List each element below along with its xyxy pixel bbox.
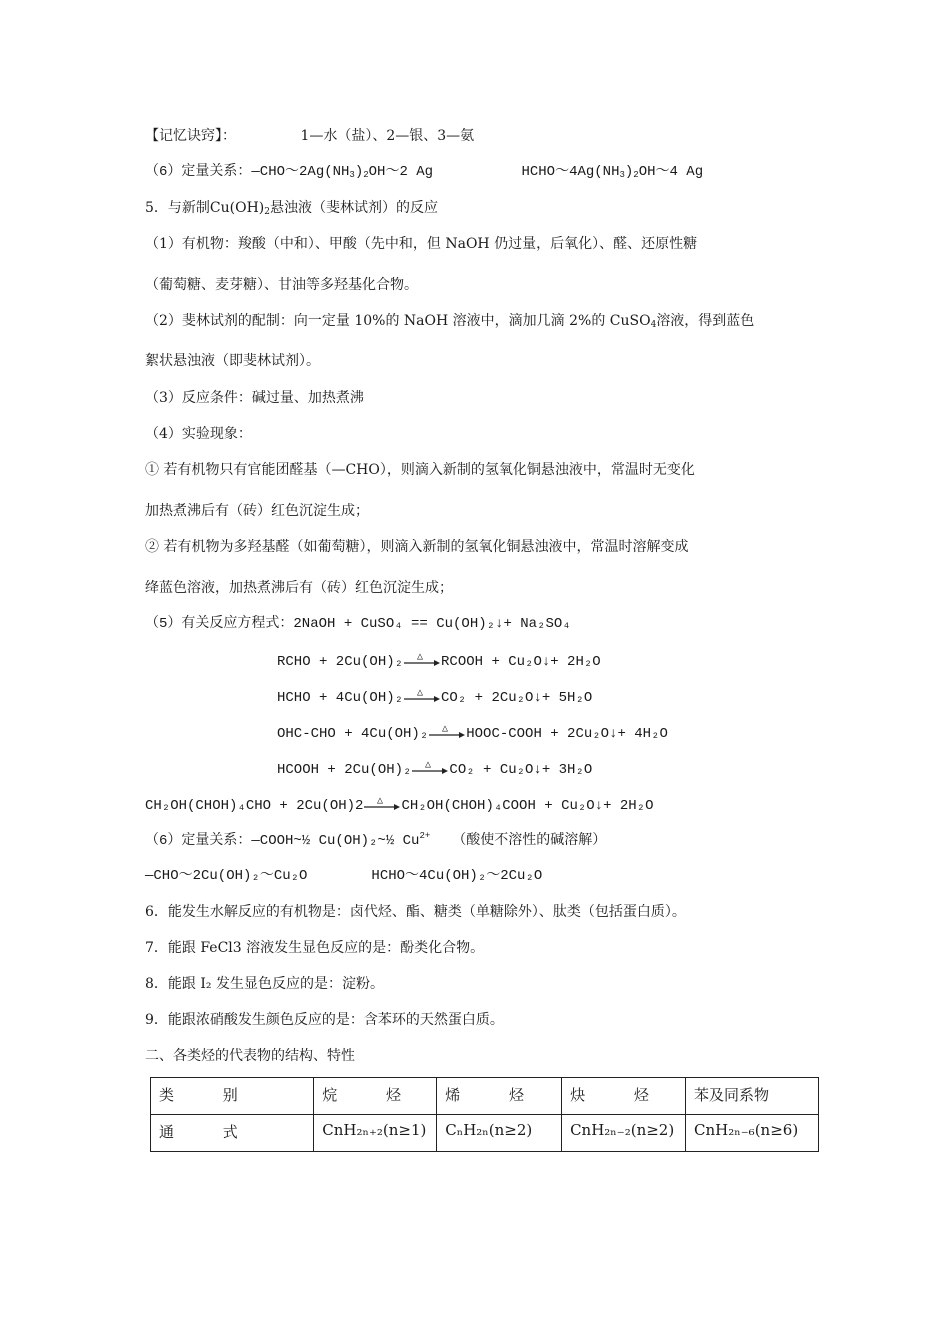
obs1-line2: 加热煮沸后有（砖）红色沉淀生成； — [145, 503, 369, 519]
table-header-cell: 烯 烃 — [437, 1078, 562, 1115]
equation-5: CH₂OH(CHOH)₄CHO + 2Cu(OH)2 △ CH₂OH(CHOH)₄COOH + Cu₂O↓+ 2H₂O — [145, 796, 654, 814]
table-cell: CnH₂ₙ₋₆(n≥6) — [686, 1115, 819, 1152]
hydrocarbon-table — [150, 1077, 819, 1152]
mnemonic-label: 【记忆诀窍】： — [145, 128, 236, 144]
quant1-label: （6）定量关系： — [145, 164, 252, 180]
table-header-cell: 苯及同系物 — [686, 1078, 819, 1115]
equation-0: 2NaOH + CuSO₄ == Cu(OH)₂↓+ Na₂SO₄ — [293, 616, 571, 632]
table-header-cell: 烷 烃 — [314, 1078, 437, 1115]
sec5-p2-line2: 絮状悬浊液（即斐林试剂）。 — [145, 353, 320, 369]
quant-relation-2: （6）定量关系：—COOH~½ Cu(OH)₂~½ $Cu^{2+}$ （酸使不溶性的碱溶解） — [145, 831, 607, 849]
section-9: 9．能跟浓硝酸发生颜色反应的是：含苯环的天然蛋白质。 — [145, 1012, 504, 1028]
table-cell: CnH₂ₙ₋₂(n≥2) — [562, 1115, 686, 1152]
heat-arrow-icon — [404, 654, 440, 668]
section-7: 7．能跟 FeCl3 溶液发生显色反应的是：酚类化合物。 — [145, 940, 485, 956]
quant1-left: $—CHO\sim 2Ag(NH_3)_2OH\sim 2$ Ag — [251, 164, 434, 180]
sec5-p1-line2: （葡萄糖、麦芽糖）、甘油等多羟基化合物。 — [145, 277, 418, 293]
obs2-line2: 绛蓝色溶液，加热煮沸后有（砖）红色沉淀生成； — [145, 580, 453, 596]
heat-arrow-icon — [364, 798, 400, 812]
table-header-cell: 类 别 — [151, 1078, 314, 1115]
section-6: 6．能发生水解反应的有机物是：卤代烃、酯、糖类（单糖除外）、肽类（包括蛋白质）。 — [145, 904, 686, 920]
svg-text:△: △ — [417, 652, 424, 664]
table-row-label: 通 式 — [151, 1115, 314, 1152]
table-cell: CnH₂ₙ₊₂(n≥1) — [314, 1115, 437, 1152]
mnemonic-text: 1—水（盐）、2—银、3—氨 — [300, 128, 475, 144]
table-cell: CₙH₂ₙ(n≥2) — [437, 1115, 562, 1152]
sec5-p2-line1: （2）斐林试剂的配制：向一定量 10%的 NaOH 溶液中，滴加几滴 2%的 CuSO$_4$溶液，得到蓝色 — [145, 313, 755, 330]
heat-arrow-icon — [404, 690, 440, 704]
quant-relation-2-line2: —CHO～2Cu(OH)₂～Cu₂O HCHO～4Cu(OH)₂～2Cu₂O — [145, 868, 543, 884]
p5-label: （5）有关反应方程式： — [145, 616, 294, 632]
table-header-row — [151, 1078, 819, 1115]
heat-arrow-icon — [412, 762, 448, 776]
section-5-title: 5．与新制$Cu(OH)_2$悬浊液（斐林试剂）的反应 — [145, 200, 438, 217]
equation-4: HCOOH + 2Cu(OH)₂ △ CO₂ + Cu₂O↓+ 3H₂O — [277, 760, 593, 778]
sec5-p3: （3）反应条件：碱过量、加热煮沸 — [145, 390, 364, 406]
svg-text:△: △ — [377, 796, 384, 808]
heat-arrow-icon — [429, 726, 465, 740]
sec5-p5 — [145, 614, 571, 634]
obs1-line1: ① 若有机物只有官能团醛基（—CHO），则滴入新制的氢氧化铜悬浊液中，常温时无变化 — [145, 462, 695, 478]
section-8: 8．能跟 I₂ 发生显色反应的是：淀粉。 — [145, 976, 384, 992]
obs2-line1: ② 若有机物为多羟基醛（如葡萄糖），则滴入新制的氢氧化铜悬浊液中，常温时溶解变成 — [145, 539, 689, 555]
quant1-right: $HCHO\sim 4Ag(NH_3)_2OH\sim 4$ Ag — [521, 164, 704, 180]
table-header-cell: 炔 烃 — [562, 1078, 686, 1115]
equation-3: OHC-CHO + 4Cu(OH)₂ △ HOOC-COOH + 2Cu₂O↓+ 4H₂O — [277, 724, 668, 742]
svg-text:△: △ — [417, 688, 424, 700]
sec5-p4: （4）实验现象： — [145, 426, 252, 442]
quant-relation-1 — [145, 162, 703, 182]
svg-text:△: △ — [442, 724, 449, 736]
part-2-title: 二、各类烃的代表物的结构、特性 — [145, 1048, 355, 1064]
equation-2: HCHO + 4Cu(OH)₂ △ CO₂ + 2Cu₂O↓+ 5H₂O — [277, 688, 593, 706]
sec5-p1-line1: （1）有机物：羧酸（中和）、甲酸（先中和，但 NaOH 仍过量，后氧化）、醛、还原性糖 — [145, 236, 698, 252]
equation-1: RCHO + 2Cu(OH)₂ △ RCOOH + Cu₂O↓+ 2H₂O — [277, 652, 601, 670]
mnemonic-line — [145, 126, 474, 146]
table-row — [151, 1115, 819, 1152]
svg-text:△: △ — [425, 760, 432, 772]
